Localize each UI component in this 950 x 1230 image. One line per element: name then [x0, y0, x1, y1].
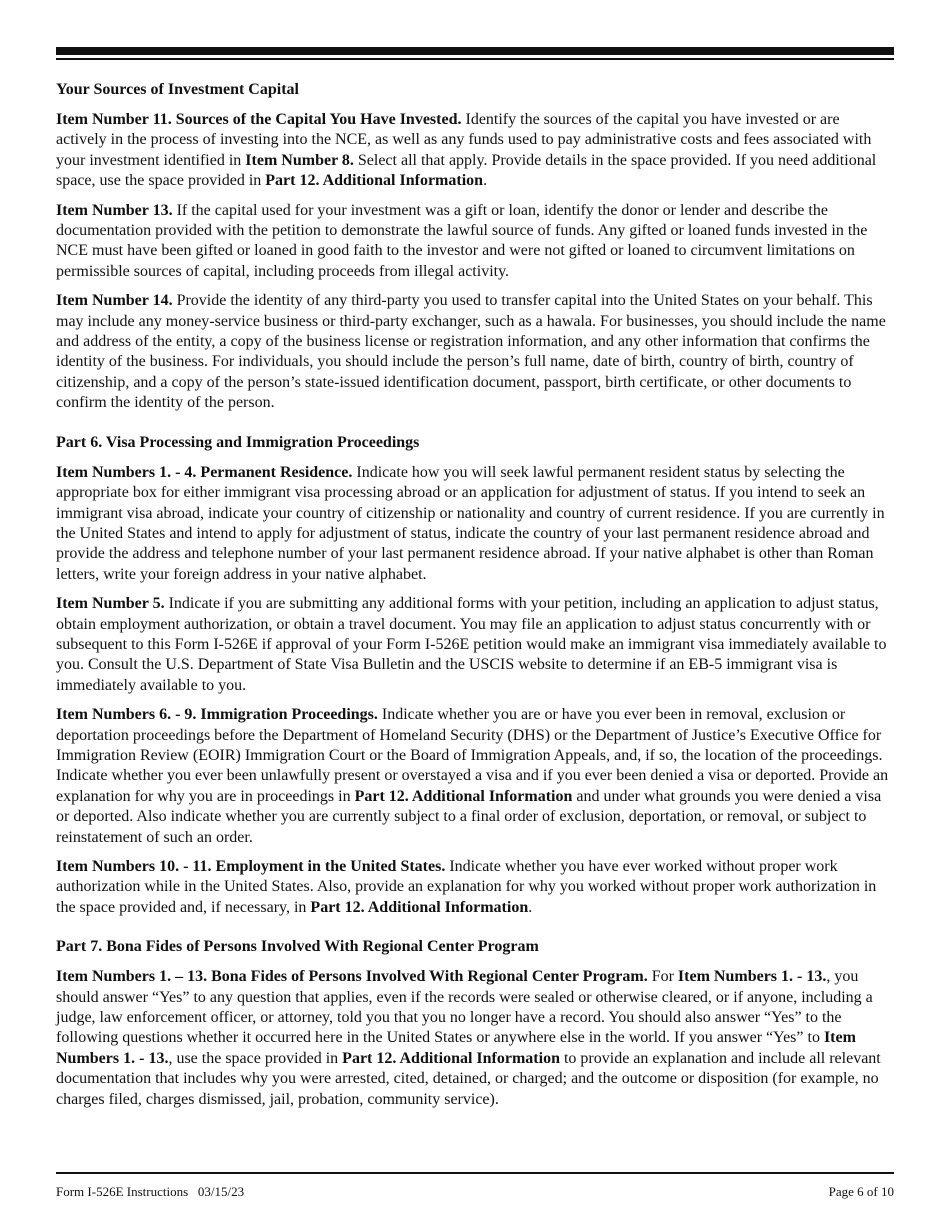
paragraph-item-11 [56, 110, 894, 192]
document-page [56, 47, 894, 1119]
item-label: Item Numbers 1. – 13. Bona Fides of Persons Involved With Regional Center Program. [56, 968, 648, 986]
paragraph-text: Indicate if you are submitting any additional forms with your petition, including an application to adjust status, obtain employment authorization, or obtain a travel document. You may file an application to adjust status concurrently with or subsequent to this Form I-526E if approval of your Form I-526E petition would make an immigrant visa immediately available to you. Consult the U.S. Department of State Visa Bulletin and the USCIS website to determine if an EB-5 immigrant visa is immediately available to you. [56, 595, 887, 694]
paragraph-text: , use the space provided in [168, 1049, 343, 1067]
page-footer [56, 1172, 894, 1200]
paragraph-text: For [647, 968, 678, 986]
item-label: Item Numbers 6. - 9. Immigration Proceedings. [56, 706, 378, 724]
footer-page-number: Page 6 of 10 [828, 1184, 894, 1199]
item-label: Item Number 14. [56, 292, 173, 310]
header-rule-thick [56, 47, 894, 55]
section-heading-part-7: Part 7. Bona Fides of Persons Involved With Regional Center Program [56, 938, 539, 956]
item-label: Item Numbers 10. - 11. Employment in the United States. [56, 858, 446, 875]
item-reference: Item Numbers 1. - 13. [56, 1029, 856, 1067]
section-heading-capital: Your Sources of Investment Capital [56, 81, 299, 98]
item-label: Item Number 11. Sources of the Capital You Have Invested. [56, 111, 462, 128]
paragraph-items-10-11 [56, 857, 894, 918]
paragraph-text: Provide the identity of any third-party you used to transfer capital into the United States on your behalf. This may include any money-service business or third-party exchanger, such as a hawala. For businesses, you should include the name and address of the entity, a copy of the business license or registration information, and any other information that confirms the identity of the business. For individuals, you should include the person’s full name, date of birth, country of birth, country of citizenship, and a copy of the person’s state-issued identification document, passport, birth certificate, or other documents to confirm the identity of the person. [56, 292, 886, 412]
paragraph-item-13 [56, 201, 894, 283]
header-rule-thin [56, 58, 894, 60]
footer-form-id: Form I-526E Instructions 03/15/23 [56, 1184, 245, 1199]
part-reference: Part 12. Additional Information [310, 898, 529, 916]
paragraph-text: . [483, 172, 488, 190]
paragraph-text: If the capital used for your investment was a gift or loan, identify the donor or lender and describe the documentation provided with the petition to demonstrate the lawful source of funds. Any gifted or loaned funds invested in the NCE must have been gifted or loaned in good faith to the investor and were not gifted or loaned to circumvent limitations on permissible sources of capital, including proceeds from illegal activity. [56, 201, 868, 280]
paragraph-text: Indicate whether you are or have you ever been in removal, exclusion or deportation proceedings before the Department of Homeland Security (DHS) or the Department of Justice’s Executive Office for Immigration Review (EOIR) Immigration Court or the Board of Immigration Appeals, and, if so, the location of the proceedings. Indicate whether you ever been unlawfully present or overstayed a visa and if you ever been denied a visa or deported. Provide an explanation for why you are in proceedings in [56, 706, 889, 805]
paragraph-text: . [528, 898, 533, 916]
paragraph-item-5 [56, 594, 894, 696]
part-reference: Part 12. Additional Information [265, 172, 484, 190]
item-reference: Item Numbers 1. - 13. [677, 968, 827, 986]
item-label: Item Number 5. [56, 595, 165, 613]
paragraph-items-1-4 [56, 463, 894, 585]
paragraph-items-6-9 [56, 705, 894, 848]
item-label: Item Number 13. [56, 201, 173, 219]
paragraph-text: Select all that apply. Provide details in the space provided. If you need additional space, use the space provided in [56, 151, 877, 190]
paragraph-text: and under what grounds you were denied a visa or deported. Also indicate whether you are currently subject to a final order of exclusion, deportation, or removal, or subject to reinstatement of such an order. [56, 787, 882, 846]
document-body [56, 80, 894, 1110]
item-reference: Item Number 8. [245, 151, 354, 169]
paragraph-text: Indicate how you will seek lawful permanent resident status by selecting the appropriate box for either immigrant visa processing abroad or an application for adjustment of status. If you intend to seek an immigrant visa abroad, indicate your country of citizenship or nationality and country of current residence. If you are currently in the United States and intend to apply for adjustment of status, indicate the country of your last permanent residence abroad and provide the address and telephone number of your last permanent residence abroad. If your native alphabet is other than Roman letters, write your foreign address in your native alphabet. [56, 463, 885, 583]
paragraph-text: Indicate whether you have ever worked without proper work authorization while in the United States. Also, provide an explanation for why you worked without proper work authorization in the space provided and, if necessary, in [56, 858, 877, 916]
paragraph-text: to provide an explanation and include all relevant documentation that includes why you were arrested, cited, detained, or charged; and the outcome or disposition (for example, no charges filed, charges dismissed, jail, probation, community service). [56, 1049, 881, 1108]
paragraph-items-1-13 [56, 967, 894, 1110]
part-reference: Part 12. Additional Information [342, 1049, 560, 1067]
paragraph-text: Identify the sources of the capital you have invested or are actively in the process of investing into the NCE, as well as any funds used to pay administrative costs and fees associated with your investment identified in [56, 111, 872, 169]
part-reference: Part 12. Additional Information [354, 787, 573, 805]
paragraph-text: , you should answer “Yes” to any question that applies, even if the records were sealed or otherwise cleared, or if anyone, including a judge, law enforcement officer, or attorney, told you that you no longer have a record. You should also answer “Yes” to the following questions whether it occurred here in the United States or anywhere else in the world. If you answer “Yes” to [56, 968, 873, 1047]
paragraph-item-14 [56, 291, 894, 413]
section-heading-part-6: Part 6. Visa Processing and Immigration Proceedings [56, 433, 420, 451]
item-label: Item Numbers 1. - 4. Permanent Residence. [56, 463, 353, 481]
